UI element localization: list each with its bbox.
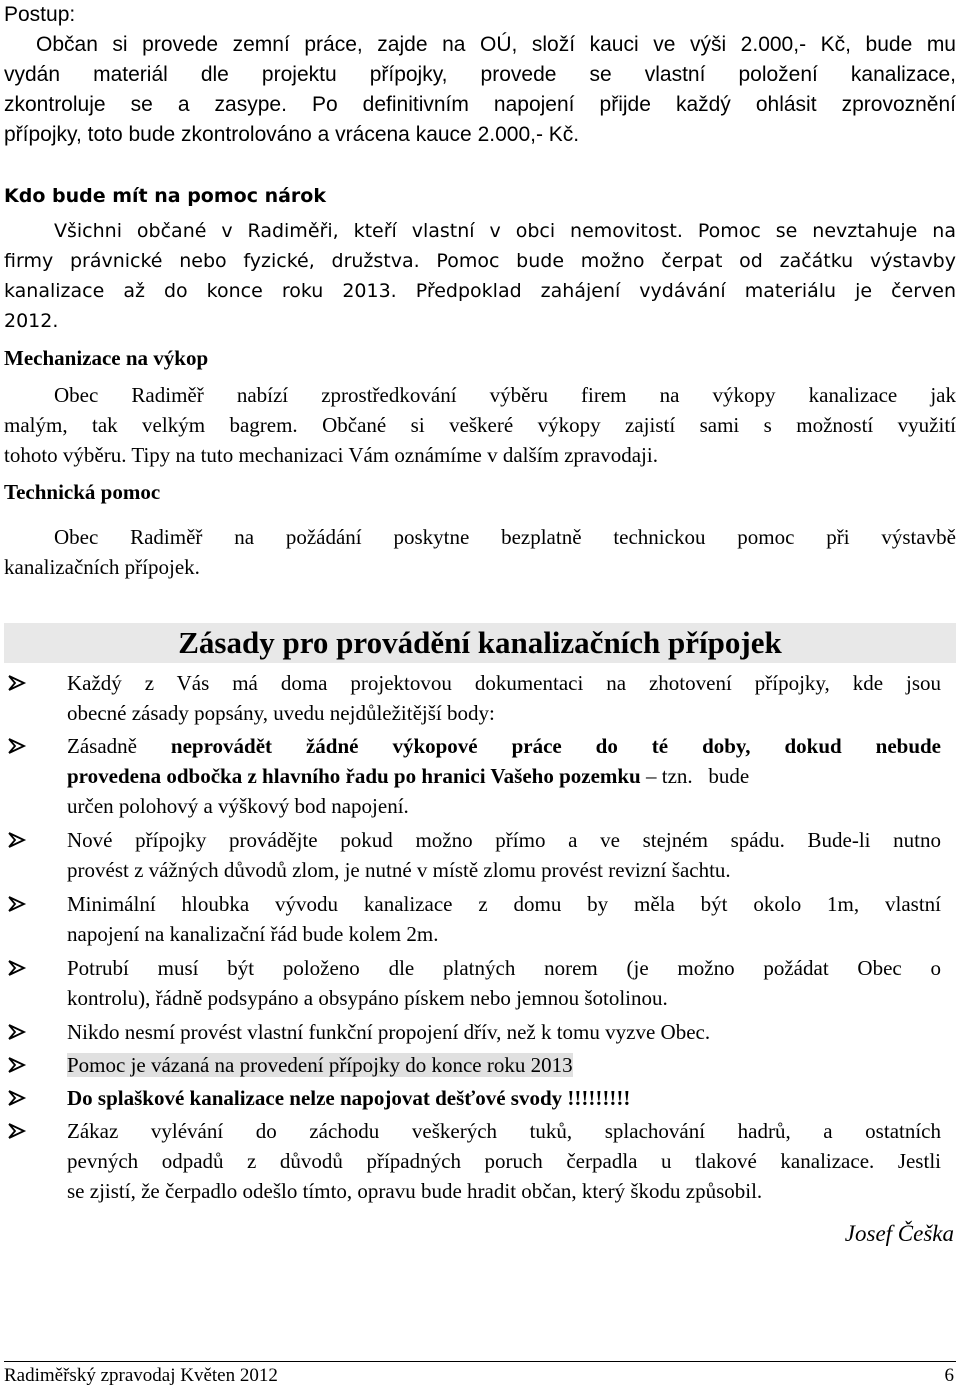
bullet-emphasis: provedena odbočka z hlavního řadu po hranici Vašeho pozemku xyxy=(67,764,641,788)
bullet-line: Minimální hloubka vývodu kanalizace z domu by měla být okolo 1m, vlastní xyxy=(67,892,941,916)
arrowhead-bullet-icon xyxy=(6,668,28,698)
postup-heading-text: Postup: xyxy=(4,3,76,26)
footer-publication: Radiměřský zpravodaj Květen 2012 xyxy=(4,1365,278,1386)
narok-line: 2012. xyxy=(4,310,59,332)
mechanizace-line: malým, tak velkým bagrem. Občané si veškeré výkopy zajistí sami s možností využití xyxy=(4,413,956,437)
technicka-heading xyxy=(4,477,956,507)
bullet-text: Zásadně xyxy=(67,734,171,758)
narok-line: firmy právnické nebo fyzické, družstva. Pomoc bude možno čerpat od začátku výstavby xyxy=(4,250,956,272)
postup-paragraph xyxy=(4,30,956,150)
bullet-line: Potrubí musí být položeno dle platných norem (je možno požádat Obec o xyxy=(67,956,941,980)
zasady-title: Zásady pro provádění kanalizačních přípojek xyxy=(178,625,782,660)
narok-paragraph xyxy=(4,216,956,336)
arrowhead-bullet-icon xyxy=(6,825,28,855)
bullet-line xyxy=(67,761,941,791)
arrowhead-bullet-icon xyxy=(6,1050,28,1080)
technicka-line: Obec Radiměř na požádání poskytne bezplatně technickou pomoc při výstavbě xyxy=(54,525,956,549)
narok-heading-text: Kdo bude mít na pomoc nárok xyxy=(4,185,326,207)
bullet-line: obecné zásady popsány, uvedu nejdůležitější body: xyxy=(67,701,495,725)
bullet-line xyxy=(67,1050,941,1080)
highlighted-text: Pomoc je vázaná na provedení přípojky do konce roku 2013 xyxy=(67,1053,573,1077)
technicka-paragraph xyxy=(4,522,956,582)
postup-line: zkontroluje se a zasype. Po definitivním napojení přijde každý ohlásit zprovoznění xyxy=(4,93,956,116)
postup-heading xyxy=(4,0,956,30)
bullet-line: provést z vážných důvodů zlom, je nutné v místě zlomu provést revizní šachtu. xyxy=(67,858,731,882)
bullet-line: napojení na kanalizační řád bude kolem 2m. xyxy=(67,922,439,946)
mechanizace-line: Obec Radiměř nabízí zprostředkování výběru firem na výkopy kanalizace jak xyxy=(54,383,956,407)
bullet-line: Do splaškové kanalizace nelze napojovat dešťové svody !!!!!!!!! xyxy=(67,1086,631,1110)
arrowhead-bullet-icon xyxy=(6,1083,28,1113)
technicka-heading-text: Technická pomoc xyxy=(4,480,161,504)
narok-line: Všichni občané v Radiměři, kteří vlastní v obci nemovitost. Pomoc se nevztahuje na xyxy=(54,220,956,242)
technicka-line: kanalizačních přípojek. xyxy=(4,555,200,579)
arrowhead-bullet-icon xyxy=(6,1116,28,1146)
mechanizace-heading xyxy=(4,343,956,373)
arrowhead-bullet-icon xyxy=(6,953,28,983)
bullet-line: pevných odpadů z důvodů případných poruch čerpadla u tlakové kanalizace. Jestli xyxy=(67,1149,941,1173)
footer-divider xyxy=(4,1361,956,1362)
mechanizace-paragraph xyxy=(4,380,956,470)
bullet-line: určen polohový a výškový bod napojení. xyxy=(67,794,409,818)
postup-line: vydán materiál dle projektu přípojky, provede se vlastní položení kanalizace, xyxy=(4,63,956,86)
bullet-line: Nové přípojky provádějte pokud možno přímo a ve stejném spádu. Bude-li nutno xyxy=(67,828,941,852)
footer-page-number: 6 xyxy=(944,1365,954,1386)
mechanizace-heading-text: Mechanizace na výkop xyxy=(4,346,209,370)
author-signature: Josef Češka xyxy=(844,1221,954,1246)
bullet-line xyxy=(67,731,941,761)
narok-line: kanalizace až do konce roku 2013. Předpoklad zahájení vydávání materiálu je červen xyxy=(4,280,956,302)
postup-line: přípojky, toto bude zkontrolováno a vrácena kauce 2.000,- Kč. xyxy=(4,123,580,146)
bullet-line: se zjistí, že čerpadlo odešlo tímto, opravu bude hradit občan, který škodu způsobil. xyxy=(67,1179,763,1203)
arrowhead-bullet-icon xyxy=(6,1017,28,1047)
bullet-text: – tzn. bude xyxy=(640,764,750,788)
arrowhead-bullet-icon xyxy=(6,889,28,919)
bullet-line: Nikdo nesmí provést vlastní funkční propojení dřív, než k tomu vyzve Obec. xyxy=(67,1020,711,1044)
bullet-line: Zákaz vylévání do záchodu veškerých tuků, splachování hadrů, a ostatních xyxy=(67,1119,941,1143)
postup-line: Občan si provede zemní práce, zajde na OÚ, složí kauci ve výši 2.000,- Kč, bude mu xyxy=(36,33,956,56)
bullet-emphasis: neprovádět žádné výkopové práce do té doby, dokud nebude xyxy=(170,734,941,758)
narok-heading xyxy=(4,181,956,211)
bullet-line: kontrolu), řádně podsypáno a obsypáno pískem nebo jemnou šotolinou. xyxy=(67,986,668,1010)
mechanizace-line: tohoto výběru. Tipy na tuto mechanizaci Vám oznámíme v dalším zpravodaji. xyxy=(4,443,658,467)
bullet-line: Každý z Vás má doma projektovou dokumentaci na zhotovení přípojky, kde jsou xyxy=(67,671,941,695)
arrowhead-bullet-icon xyxy=(6,731,28,761)
